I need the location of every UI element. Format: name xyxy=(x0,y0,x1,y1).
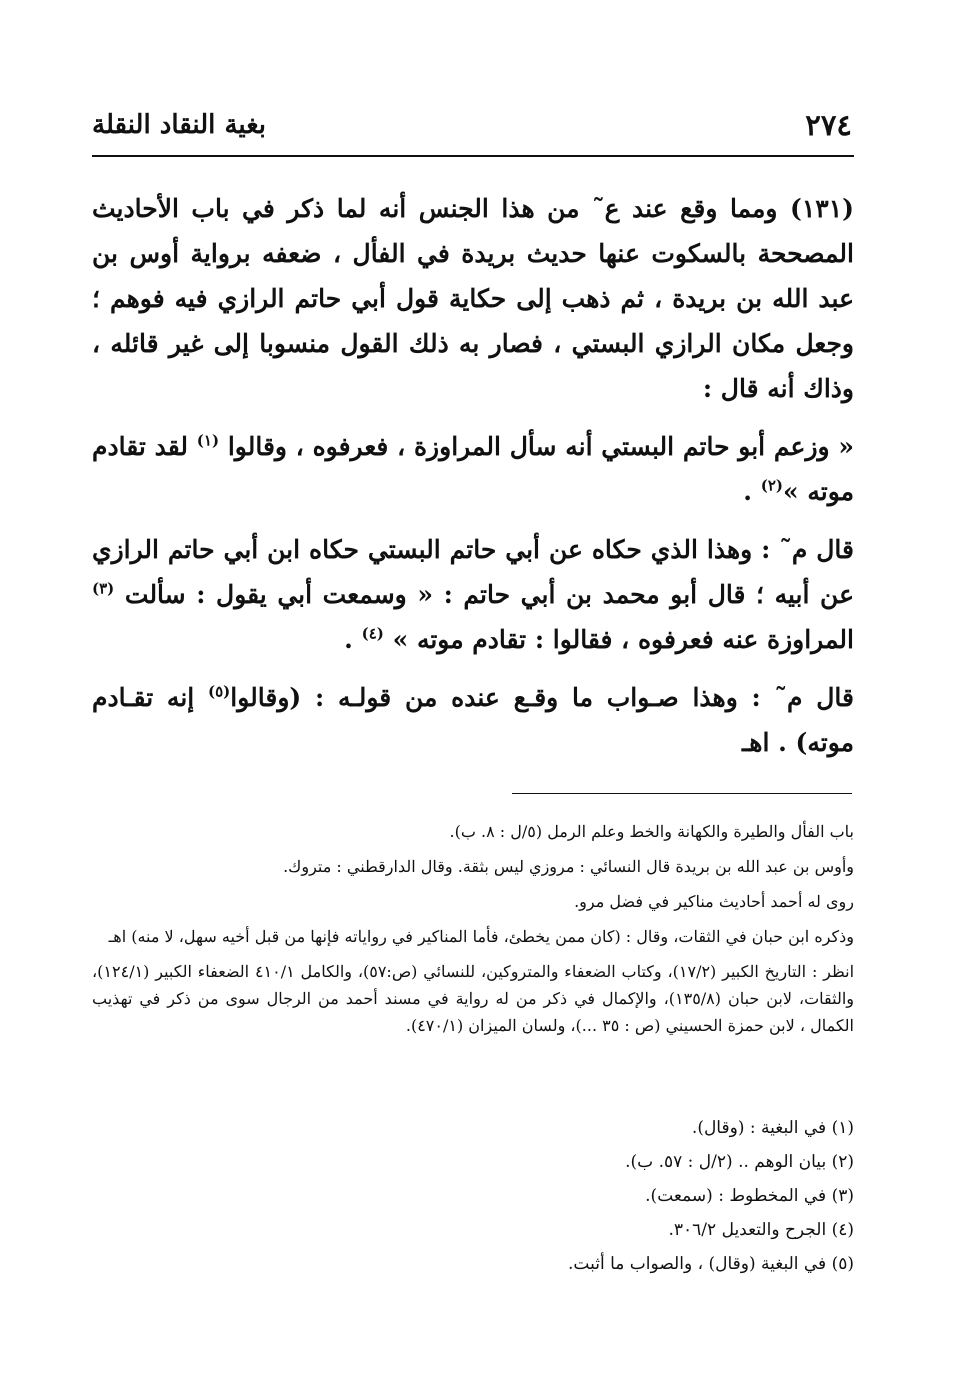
numbered-footnotes xyxy=(92,1111,854,1281)
paragraph-131: (١٣١) ومما وقع عند ع˜ من هذا الجنس أنه لما ذكر في باب الأحاديث المصححة بالسكوت عنها حديث بريدة في الفأل ، ضعفه برواية أوس بن عبد الله بن بريدة ، ثم ذهب إلى حكاية قول أبي حاتم الرازي فيه فوهم ؛ وجعل مكان الرازي البستي ، فصار به ذلك القول منسوبا إلى غير قائله ، وذاك أنه قال : xyxy=(92,194,854,403)
footnote-1: (١) في البغية : (وقال). xyxy=(691,1118,854,1138)
footnote-ref-3: (٣) xyxy=(92,579,115,598)
para3-text-continued: المراوزة عنه فعرفوه ، فقالوا : تقادم موته » xyxy=(392,625,854,654)
main-text xyxy=(92,186,854,778)
footnote-separator xyxy=(512,793,852,794)
footnote-4: (٤) الجرح والتعديل ٣٠٦/٢. xyxy=(668,1220,854,1240)
para4-text: قال م˜ : وهذا صـواب ما وقـع عنده من قولـه : (وقالوا xyxy=(230,683,854,712)
paragraph-quote-bustī xyxy=(92,424,854,514)
page-number: ٢٧٤ xyxy=(805,108,852,142)
footnote-ref-2: (٢) xyxy=(760,476,783,495)
running-title: بغية النقاد النقلة xyxy=(92,110,267,140)
quote-text: « وزعم أبو حاتم البستي أنه سأل المراوزة ، فعرفوه ، وقالوا xyxy=(227,432,854,461)
para3-text: قال م˜ : وهذا الذي حكاه عن أبي حاتم البستي حكاه ابن أبي حاتم الرازي عن أبيه ؛ قال أبو محمد بن أبي حاتم : « وسمعت أبي يقول : سألت xyxy=(92,535,854,609)
para3-end: . xyxy=(344,625,353,654)
note-line: انظر : التاريخ الكبير (١٧/٢)، وكتاب الضعفاء والمتروكين، للنسائي (ص:٥٧)، والكامل ٤١٠/١ الضعفاء الكبير (١٢٤/١)، والثقات، لابن حبان (١٣٥/٨)، والإكمال في ذكر من له رواية في مسند أحمد من الرجال سوى من ذكر في تهذيب الكمال ، لابن حمزة الحسيني (ص : ٣٥ ...)، ولسان الميزان (٤٧٠/١). xyxy=(92,962,855,1035)
note-line: وذكره ابن حبان في الثقات، وقال : (كان ممن يخطئ، فأما المناكير في رواياته فإنها من قبل أخيه سهل، لا منه) اهـ xyxy=(108,927,854,946)
footnote-3: (٣) في المخطوط : (سمعت). xyxy=(645,1186,854,1206)
quote-end: . xyxy=(743,477,752,506)
note-line: وأوس بن عبد الله بن بريدة قال النسائي : مروزي ليس بثقة. وقال الدارقطني : متروك. xyxy=(283,857,854,876)
footnote-2: (٢) بيان الوهم .. (٢/ل : ٥٧. ب). xyxy=(625,1152,854,1172)
footnote-ref-5: (٥) xyxy=(208,682,231,701)
para4-text-continued: إنه تقـادم موته) . اهـ xyxy=(92,683,854,757)
header-rule xyxy=(92,155,854,157)
note-line: روى له أحمد أحاديث مناكير في فضل مرو. xyxy=(574,892,854,911)
footnote-ref-4: (٤) xyxy=(361,624,384,643)
footnote-5: (٥) في البغية (وقال) ، والصواب ما أثبت. xyxy=(568,1254,854,1274)
editor-notes xyxy=(92,818,854,1047)
note-line: باب الفأل والطيرة والكهانة والخط وعلم الرمل (٥/ل : ٨. ب). xyxy=(449,822,854,841)
paragraph-correct-saying xyxy=(92,675,854,765)
footnote-ref-1: (١) xyxy=(196,431,220,450)
quote-text-continued: لقد تقادم موته » xyxy=(92,432,854,506)
running-header xyxy=(92,108,852,152)
paragraph-ibn-abi-hatim xyxy=(92,527,854,662)
